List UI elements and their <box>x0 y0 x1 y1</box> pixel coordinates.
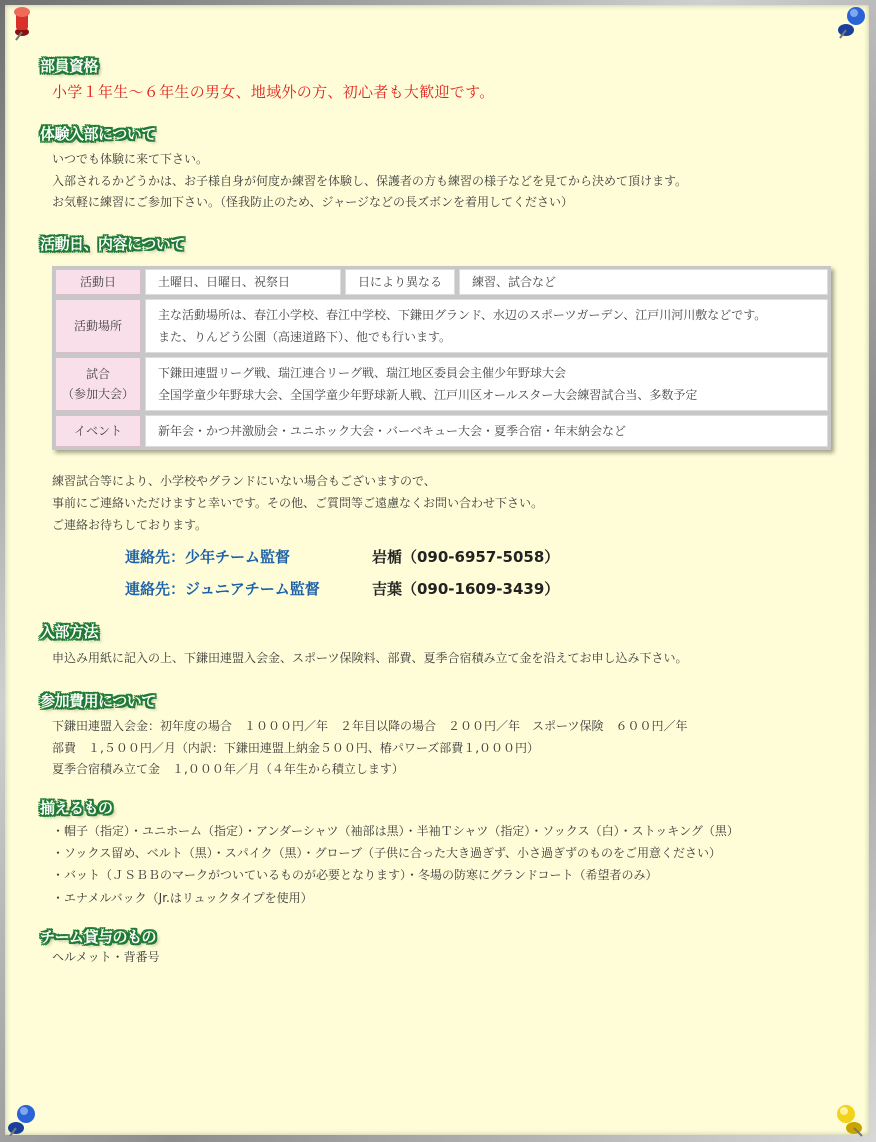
contact-person: 吉葉（090-1609-3439） <box>372 580 560 598</box>
fees-line: 部費 １,５００円／月（内訳：下鎌田連盟上納金５００円、椿パワーズ部費１,０００円） <box>52 741 540 755</box>
items-line: ・ソックス留め、ベルト（黒）・スパイク（黒）・グローブ（子供に合った大き過ぎず、小さ過ぎずのものをご用意ください） <box>52 846 722 860</box>
fees-heading: 参加費用について <box>40 692 156 710</box>
table-row <box>55 269 828 295</box>
place-line: また、りんどう公園（高速道路下）、他でも行います。 <box>158 330 452 344</box>
match-label-line: （参加大会） <box>61 387 134 401</box>
table-row <box>55 415 828 447</box>
place-label: 活動場所 <box>55 299 141 353</box>
items-line: ・バット（ＪＳＢＢのマークがついているものが必要となります）・冬場の防寒にグランドコート（希望者のみ） <box>52 868 658 882</box>
contact-person: 岩楯（090-6957-5058） <box>372 548 560 566</box>
place-line: 主な活動場所は、春江小学校、春江中学校、下鎌田グランド、水辺のスポーツガーデン、江戸川河川敷などです。 <box>158 308 767 322</box>
match-line: 全国学童少年野球大会、全国学童少年野球新人戦、江戸川区オールスター大会練習試合当、多数予定 <box>158 388 698 402</box>
activity-table <box>52 266 831 450</box>
fees-line: 下鎌田連盟入会金：初年度の場合 １０００円／年 ２年目以降の場合 ２００円／年 スポーツ保険 ６００円／年 <box>52 719 688 733</box>
fees-line: 夏季合宿積み立て金 １,０００年／月（４年生から積立します） <box>52 762 404 776</box>
trial-line: お気軽に練習にご参加下さい。（怪我防止のため、ジャージなどの長ズボンを着用してください） <box>52 195 574 209</box>
eligibility-heading: 部員資格 <box>40 57 99 75</box>
match-line: 下鎌田連盟リーグ戦、瑞江連合リーグ戦、瑞江地区委員会主催少年野球大会 <box>158 366 567 380</box>
match-value <box>145 357 828 411</box>
event-value: 新年会・かつ丼激励会・ユニホック大会・バーベキュー大会・夏季合宿・年末納会など <box>145 415 828 447</box>
items-line: ・帽子（指定）・ユニホーム（指定）・アンダーシャツ（袖部は黒）・半袖Ｔシャツ（指定）・ソックス（白）・ストッキング（黒） <box>52 824 739 838</box>
join-text: 申込み用紙に記入の上、下鎌田連盟入会金、スポーツ保険料、部費、夏季合宿積み立て金を沿えてお申し込み下さい。 <box>52 651 688 665</box>
loan-text: ヘルメット・背番号 <box>52 950 160 964</box>
table-row <box>55 299 828 353</box>
blue-pushpin-icon <box>832 2 872 42</box>
loan-heading: チーム貸与のもの <box>40 928 157 946</box>
contact-role: 連絡先：ジュニアチーム監督 <box>125 580 320 598</box>
match-label-line: 試合 <box>85 367 110 381</box>
red-pushpin-icon <box>2 2 42 42</box>
trial-line: いつでも体験に来て下さい。 <box>52 152 209 166</box>
activity-note: ご連絡お待ちしております。 <box>52 518 208 532</box>
items-line: ・エナメルバック（Jr.はリュックタイプを使用） <box>52 891 313 905</box>
weekday-value: 練習、試合など <box>459 269 828 295</box>
trial-heading: 体験入部について <box>40 125 156 143</box>
yellow-pushpin-icon <box>830 1100 870 1140</box>
days-label: 活動日 <box>55 269 141 295</box>
activity-note: 事前にご連絡いただけますと幸いです。その他、ご質問等ご遠慮なくお問い合わせ下さい。 <box>52 496 544 510</box>
trial-line: 入部されるかどうかは、お子様自身が何度か練習を体験し、保護者の方も練習の様子などを見てから決めて頂けます。 <box>52 174 688 188</box>
weekday-note: 日により異なる <box>345 269 455 295</box>
place-value <box>145 299 828 353</box>
event-label: イベント <box>55 415 141 447</box>
eligibility-text: 小学１年生〜６年生の男女、地域外の方、初心者も大歓迎です。 <box>52 83 495 101</box>
days-value: 土曜日、日曜日、祝祭日 <box>145 269 341 295</box>
table-row <box>55 357 828 411</box>
items-heading: 揃えるもの <box>40 799 113 817</box>
blue-pushpin-icon <box>2 1100 42 1140</box>
match-label <box>55 357 141 411</box>
join-heading: 入部方法 <box>40 623 99 641</box>
contact-role: 連絡先：少年チーム監督 <box>125 548 291 566</box>
activity-note: 練習試合等により、小学校やグランドにいない場合もございますので、 <box>52 474 436 488</box>
activity-heading: 活動日、内容について <box>40 235 185 253</box>
